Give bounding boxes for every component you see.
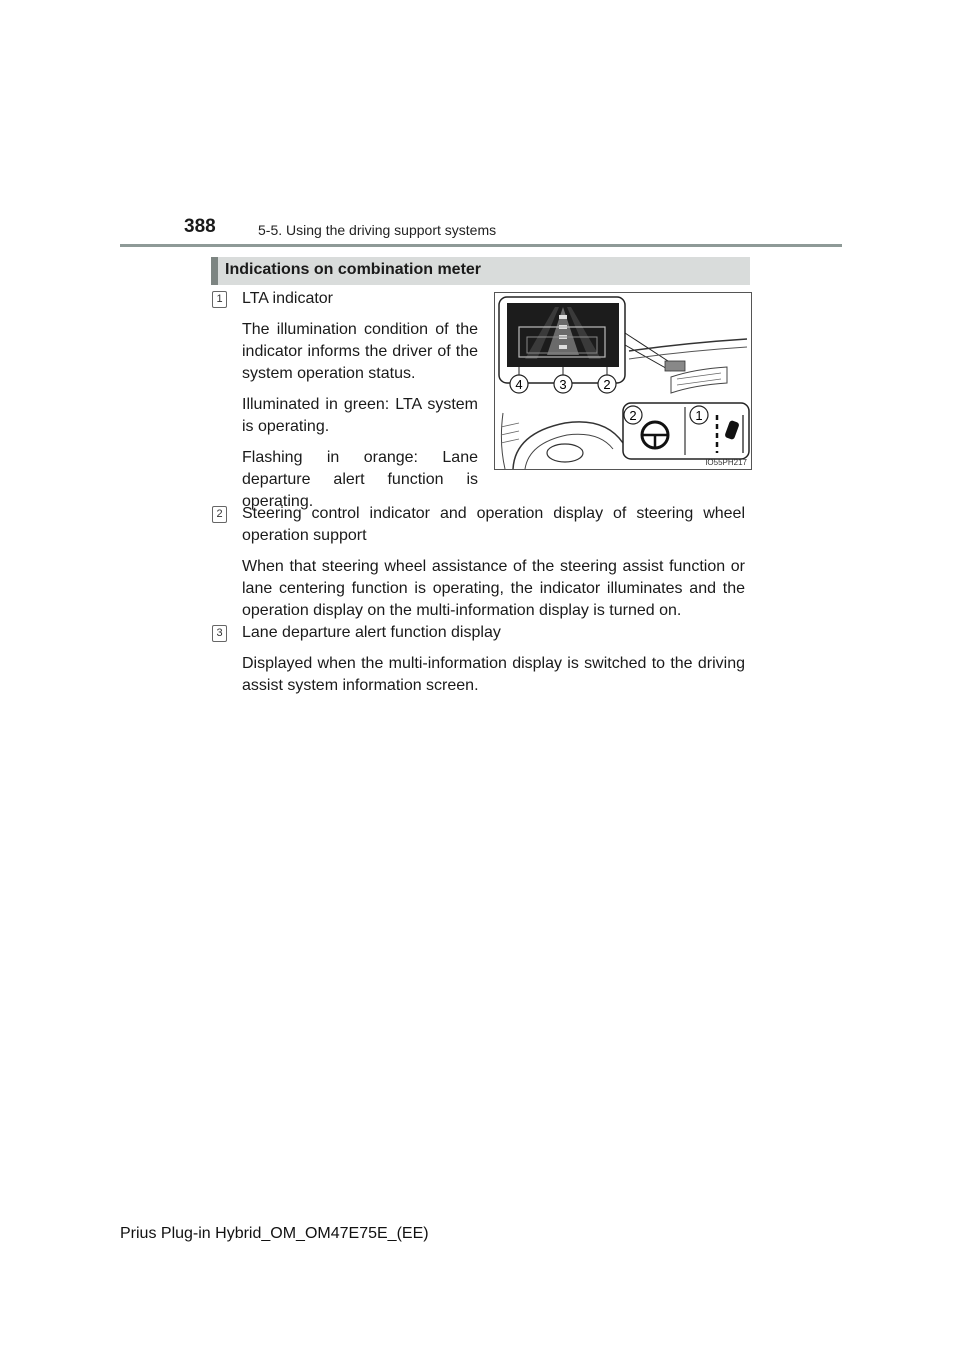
item-1-paragraph-1: The illumination condition of the indicator informs the driver of the system operation status. [242,321,478,382]
item-1-paragraph-3: Flashing in orange: Lane departure alert function is operating. [242,449,478,510]
item-2-text [242,503,745,622]
section-heading: Indications on combination meter [225,261,482,278]
svg-text:4: 4 [515,377,523,392]
svg-text:2: 2 [629,408,637,423]
item-3-text [242,622,745,697]
item-1-paragraph-2: Illuminated in green: LTA system is operating. [242,396,478,435]
svg-text:2: 2 [603,377,611,392]
svg-text:1: 1 [695,408,703,423]
footer-document-id: Prius Plug-in Hybrid_OM_OM47E75E_(EE) [120,1225,429,1242]
item-3-paragraph-1: Displayed when the multi-information display is switched to the driving assist system information screen. [242,655,745,694]
heading-accent [211,257,218,285]
item-number-1: 1 [212,291,227,308]
section-heading-bar [211,257,750,285]
item-2-paragraph-1: When that steering wheel assistance of the steering assist function or lane centering function is operating, the indicator illuminates and the operation display on the multi-information display is turned on. [242,558,745,619]
item-1-text [242,288,478,513]
item-number-2: 2 [212,506,227,523]
item-number-3: 3 [212,625,227,642]
page-number: 388 [184,216,216,237]
section-title: 5-5. Using the driving support systems [258,222,497,238]
figure-code: IO55PH217 [705,458,747,467]
item-2-title: Steering control indicator and operation display of steering wheel operation support [242,505,745,544]
header-rule [120,244,842,247]
dashboard-illustration [494,292,752,470]
svg-text:3: 3 [559,377,567,392]
item-3-title: Lane departure alert function display [242,624,501,641]
item-1-title: LTA indicator [242,290,334,307]
